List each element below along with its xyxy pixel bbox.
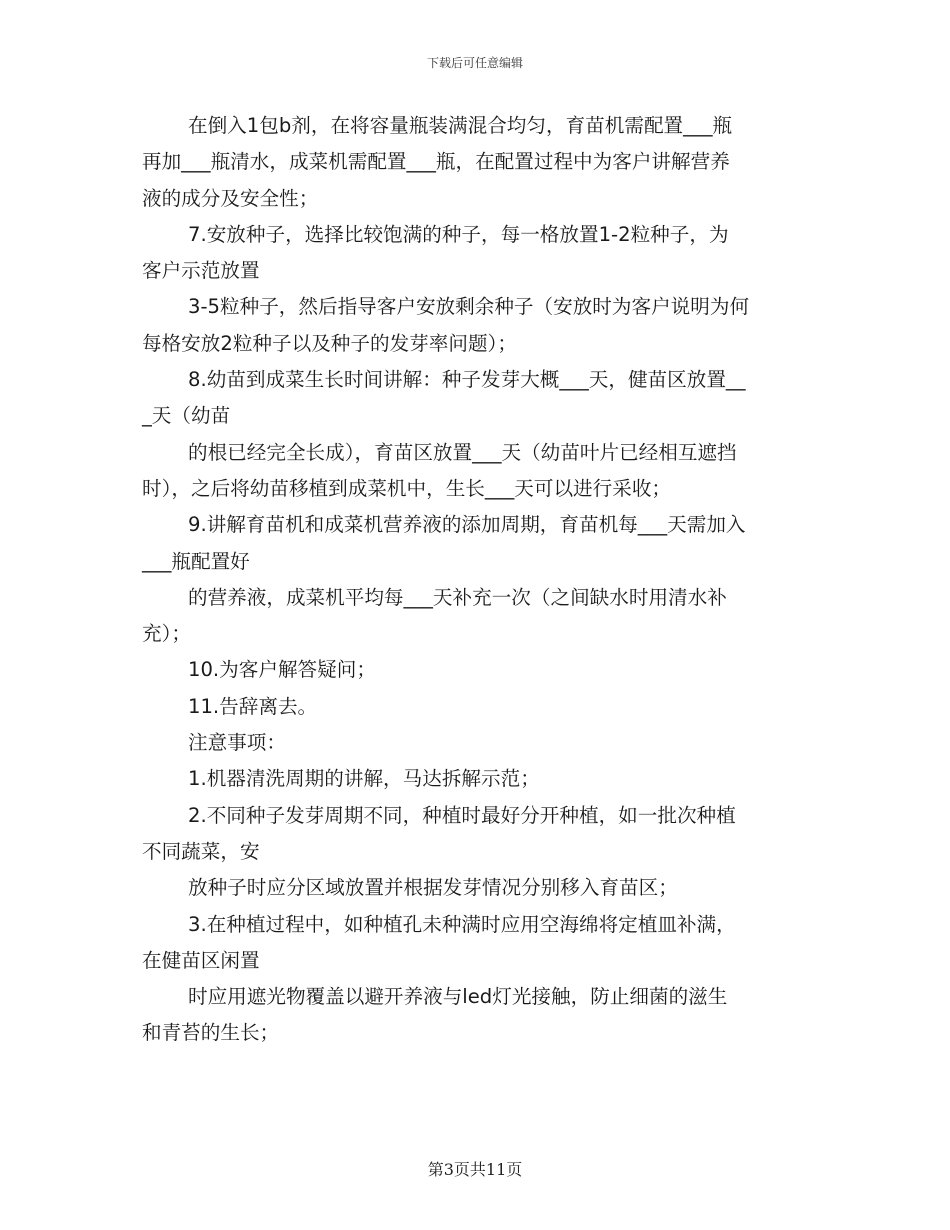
text-line: 每格安放2粒种子以及种子的发芽率问题）； xyxy=(142,331,517,355)
text-line: 的营养液，成菜机平均每___天补充一次（之间缺水时用清水补 xyxy=(188,585,727,609)
text-line: 液的成分及安全性； xyxy=(142,186,319,210)
text-line: 和青苔的生长； xyxy=(142,1021,280,1045)
text-line: 不同蔬菜，安 xyxy=(142,839,260,863)
text-line: 时应用遮光物覆盖以避开养液与led灯光接触，防止细菌的滋生 xyxy=(188,985,728,1009)
text-line: 9.讲解育苗机和成菜机营养液的添加周期，育苗机每___天需加入 xyxy=(188,513,746,537)
text-line: 3.在种植过程中，如种植孔未种满时应用空海绵将定植皿补满， xyxy=(188,912,736,936)
text-line: 时），之后将幼苗移植到成菜机中，生长___天可以进行采收； xyxy=(142,476,672,500)
page-footer: 第3页共11页 xyxy=(427,1160,523,1179)
text-line: _天（幼苗 xyxy=(142,404,231,428)
text-line: ___瓶配置好 xyxy=(142,549,250,573)
text-line: 11.告辞离去。 xyxy=(188,694,318,718)
text-line: 2.不同种子发芽周期不同，种植时最好分开种植，如一批次种植 xyxy=(188,803,736,827)
section-heading: 注意事项： xyxy=(188,731,286,755)
text-line: 再加___瓶清水，成菜机需配置___瓶，在配置过程中为客户讲解营养 xyxy=(142,150,730,174)
text-line: 3-5粒种子，然后指导客户安放剩余种子（安放时为客户说明为何 xyxy=(188,295,750,319)
page-header: 下载后可任意编辑 xyxy=(426,56,523,70)
text-line: 1.机器清洗周期的讲解，马达拆解示范； xyxy=(188,767,540,791)
text-line: 放种子时应分区域放置并根据发芽情况分别移入育苗区； xyxy=(188,876,678,900)
text-line: 客户示范放置 xyxy=(142,259,260,283)
document-body xyxy=(142,108,812,1052)
text-line: 充）； xyxy=(142,622,191,646)
text-line: 的根已经完全长成），育苗区放置___天（幼苗叶片已经相互遮挡 xyxy=(188,440,737,464)
text-line: 8.幼苗到成菜生长时间讲解：种子发芽大概___天，健苗区放置__ xyxy=(188,368,746,392)
text-line: 7.安放种子，选择比较饱满的种子，每一格放置1-2粒种子，为 xyxy=(188,222,729,246)
text-line: 在倒入1包b剂，在将容量瓶装满混合均匀，育苗机需配置___瓶 xyxy=(188,114,733,137)
text-line: 在健苗区闲置 xyxy=(142,948,260,972)
text-line: 10.为客户解答疑问； xyxy=(188,658,376,682)
